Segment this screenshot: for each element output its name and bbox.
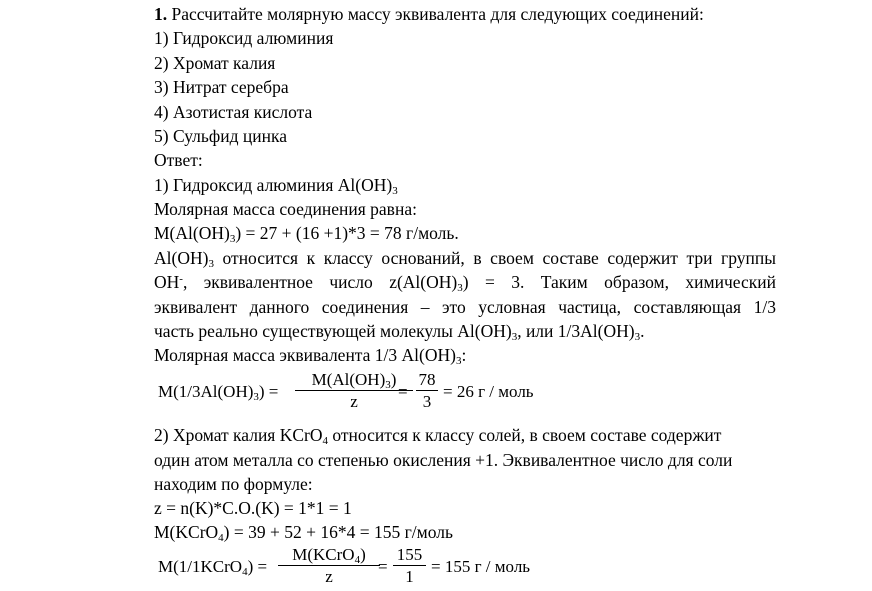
formula-2: M(1/1KCrO$_4$) = M(KCrO$_4$) z = 155 1 = 155 г / моль xyxy=(158,545,531,586)
formula-2-fraction-1: M(KCrO$_4$) z xyxy=(278,545,380,586)
part1-molar-label: Молярная масса соединения равна: xyxy=(154,199,417,219)
part1-eq-label: Молярная масса эквивалента 1/3 $Al(OH)_3$: xyxy=(154,345,467,367)
part1-molar-calc: $M(Al(OH)_3) = 27 + (16 +1)*3 = 78$ г/моль. xyxy=(154,223,459,245)
task-item-4: 4) Азотистая кислота xyxy=(154,102,313,122)
task-item-2: 2) Хромат калия xyxy=(154,53,276,73)
part2-line4: z = n(K)*С.О.(K) = 1*1 = 1 xyxy=(154,498,352,518)
part2-line1: 2) Хромат калия KCrO$_4$ относится к классу солей, в своем составе содержит xyxy=(154,425,722,447)
formula-1-fraction-1: $M(Al(OH)_3)$ z xyxy=(295,370,413,411)
formula-1-fraction-2: 78 3 xyxy=(416,370,438,411)
formula-1-result: = 26 г / моль xyxy=(443,382,534,401)
answer-label: Ответ: xyxy=(154,150,203,170)
task-title: 1. Рассчитайте молярную массу эквивалента для следующих соединений: xyxy=(154,4,704,24)
formula-2-fraction-2: 155 1 xyxy=(393,545,426,586)
formula-2-result: = 155 г / моль xyxy=(431,557,531,576)
part1-text-line3: эквивалент данного соединения – это условная частица, составляющая 1/3 xyxy=(154,297,776,317)
part2-line2: один атом металла со степенью окисления +1. Эквивалентное число для соли xyxy=(154,450,733,470)
task-item-1: 1) Гидроксид алюминия xyxy=(154,28,334,48)
part2-line3: находим по формуле: xyxy=(154,474,313,494)
part1-text-line4: часть реально существующей молекулы $Al(OH)_3$, или $1/3Al(OH)_3$. xyxy=(154,321,645,343)
part1-text-line1: $Al(OH)_3$ относится к классу оснований, в своем составе содержит три группы xyxy=(154,248,776,270)
task-number: 1. xyxy=(154,4,168,24)
formula-1: $M(1/3Al(OH)_3)$ = $M(Al(OH)_3)$ z = 78 3 = 26 г / моль xyxy=(158,370,534,411)
task-item-3: 3) Нитрат серебра xyxy=(154,77,289,97)
formula-2-lhs: M(1/1KCrO$_4$) = xyxy=(158,557,268,578)
formula-1-lhs: $M(1/3Al(OH)_3)$ = xyxy=(158,382,279,403)
part2-line5: M(KCrO$_4$) = 39 + 52 + 16*4 = 155 г/моль xyxy=(154,522,453,544)
part1-heading: 1) Гидроксид алюминия $Al(OH)_3$ xyxy=(154,175,398,197)
task-item-5: 5) Сульфид цинка xyxy=(154,126,287,146)
part1-text-line2: OH-, эквивалентное число $z(Al(OH)_3) = 3$. Таким образом, химический xyxy=(154,272,776,294)
